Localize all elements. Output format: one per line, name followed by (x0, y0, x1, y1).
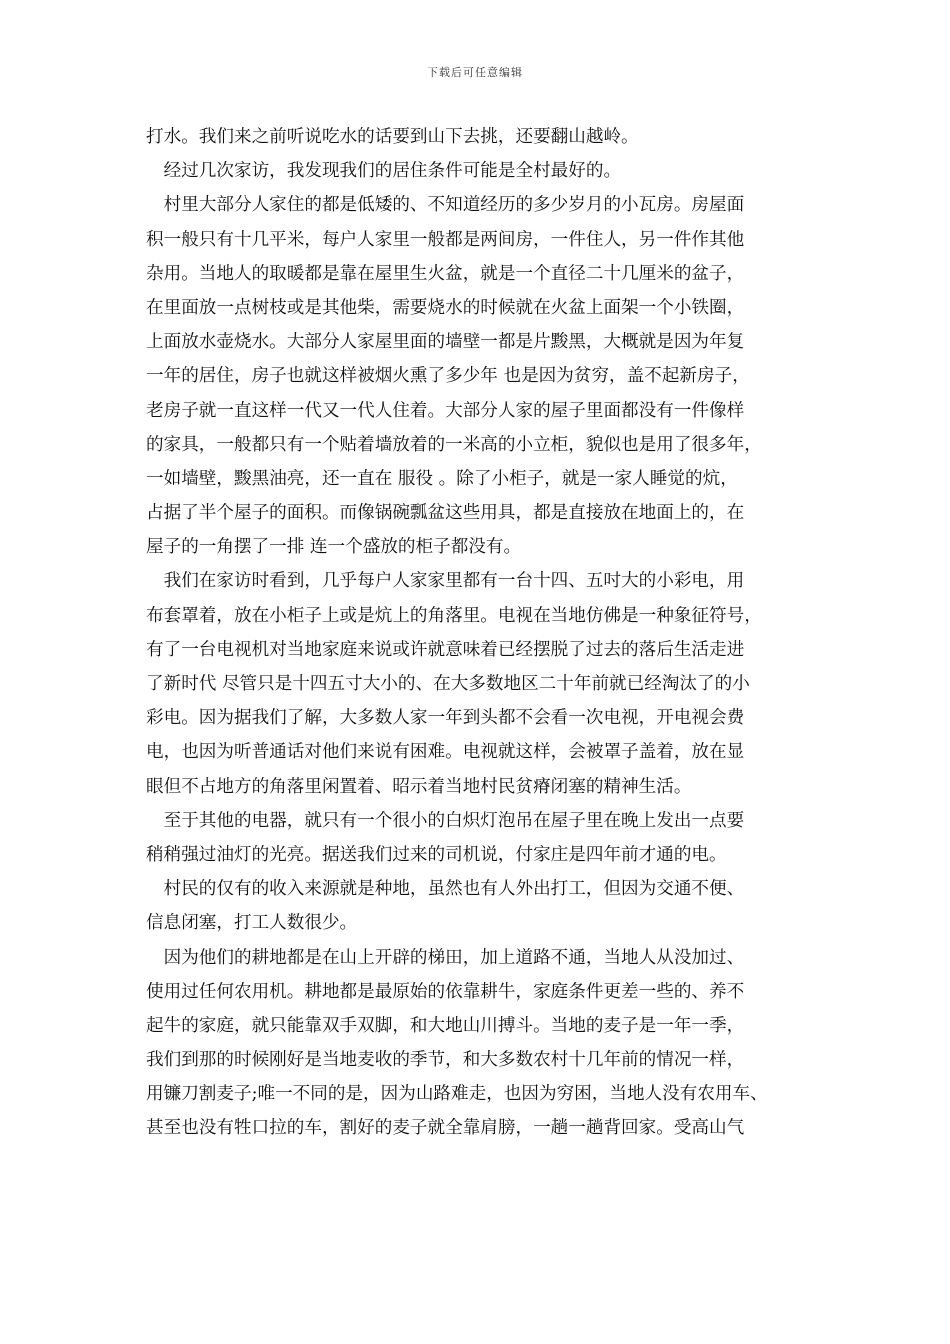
text-line: 至于其他的电器，就只有一个很小的白炽灯泡吊在屋子里在晚上发出一点要 (146, 810, 745, 831)
text-line: 眼但不占地方的角落里闲置着、昭示着当地村民贫瘠闭塞的精神生活。 (146, 776, 692, 797)
text-line: 布套罩着，放在小柜子上或是炕上的角落里。电视在当地仿佛是一种象征符号， (146, 605, 762, 626)
text-line: 占据了半个屋子的面积。而像锅碗瓢盆这些用具，都是直接放在地面上的，在 (146, 503, 745, 524)
text-line: 电，也因为听普通话对他们来说有困难。电视就这样，会被罩子盖着，放在显 (146, 742, 745, 763)
text-line: 我们到那的时候刚好是当地麦收的季节，和大多数农村十几年前的情况一样， (146, 1050, 745, 1071)
text-line: 起牛的家庭，就只能靠双手双脚，和大地山川搏斗。当地的麦子是一年一季， (146, 1015, 745, 1036)
text-line: 杂用。当地人的取暖都是靠在屋里生火盆，就是一个直径二十几厘米的盆子， (146, 263, 745, 284)
text-line: 信息闭塞，打工人数很少。 (146, 913, 358, 934)
body-text (146, 120, 826, 1146)
page-header: 下载后可任意编辑 (427, 66, 523, 79)
text-line: 一年的居住，房子也就这样被烟火熏了多少年 也是因为贫穷，盖不起新房子， (146, 366, 750, 387)
text-line: 有了一台电视机对当地家庭来说或许就意味着已经摆脱了过去的落后生活走进 (146, 639, 745, 660)
text-line: 积一般只有十几平米，每户人家里一般都是两间房，一件住人，另一件作其他 (146, 229, 745, 250)
text-line: 在里面放一点树枝或是其他柴，需要烧水的时候就在火盆上面架一个小铁圈， (146, 297, 745, 318)
text-line: 用镰刀割麦子;唯一不同的是，因为山路难走，也因为穷困，当地人没有农用车、 (146, 1084, 768, 1105)
text-line: 因为他们的耕地都是在山上开辟的梯田，加上道路不通，当地人从没加过、 (146, 947, 745, 968)
text-line: 我们在家访时看到，几乎每户人家家里都有一台十四、五吋大的小彩电，用 (146, 571, 745, 592)
text-line: 屋子的一角摆了一排 连一个盛放的柜子都没有。 (146, 537, 522, 558)
text-line: 了新时代 尽管只是十四五寸大小的、在大多数地区二十年前就已经淘汰了的小 (146, 674, 750, 694)
text-line: 彩电。因为据我们了解，大多数人家一年到头都不会看一次电视，开电视会费 (146, 708, 745, 729)
text-line: 稍稍强过油灯的光亮。据送我们过来的司机说，付家庄是四年前才通的电。 (146, 844, 727, 865)
text-line: 村民的仅有的收入来源就是种地，虽然也有人外出打工，但因为交通不便、 (146, 879, 745, 900)
text-line: 一如墙壁，黢黑油亮，还一直在 服役 。除了小柜子，就是一家人睡觉的炕， (146, 468, 738, 489)
text-line: 经过几次家访，我发现我们的居住条件可能是全村最好的。 (146, 161, 622, 182)
text-line: 上面放水壶烧水。大部分人家屋里面的墙壁一都是片黢黑，大概就是因为年复 (146, 332, 745, 353)
text-line: 打水。我们来之前听说吃水的话要到山下去挑，还要翻山越岭。 (146, 127, 639, 147)
text-line: 的家具，一般都只有一个贴着墙放着的一米高的小立柜，貌似也是用了很多年， (146, 434, 762, 455)
text-line: 村里大部分人家住的都是低矮的、不知道经历的多少岁月的小瓦房。房屋面 (146, 195, 745, 216)
text-line: 老房子就一直这样一代又一代人住着。大部分人家的屋子里面都没有一件像样 (146, 400, 745, 421)
text-line: 使用过任何农用机。耕地都是最原始的依靠耕牛，家庭条件更差一些的、养不 (146, 981, 745, 1002)
text-line: 甚至也没有牲口拉的车，割好的麦子就全靠肩膀，一趟一趟背回家。受高山气 (146, 1118, 745, 1139)
